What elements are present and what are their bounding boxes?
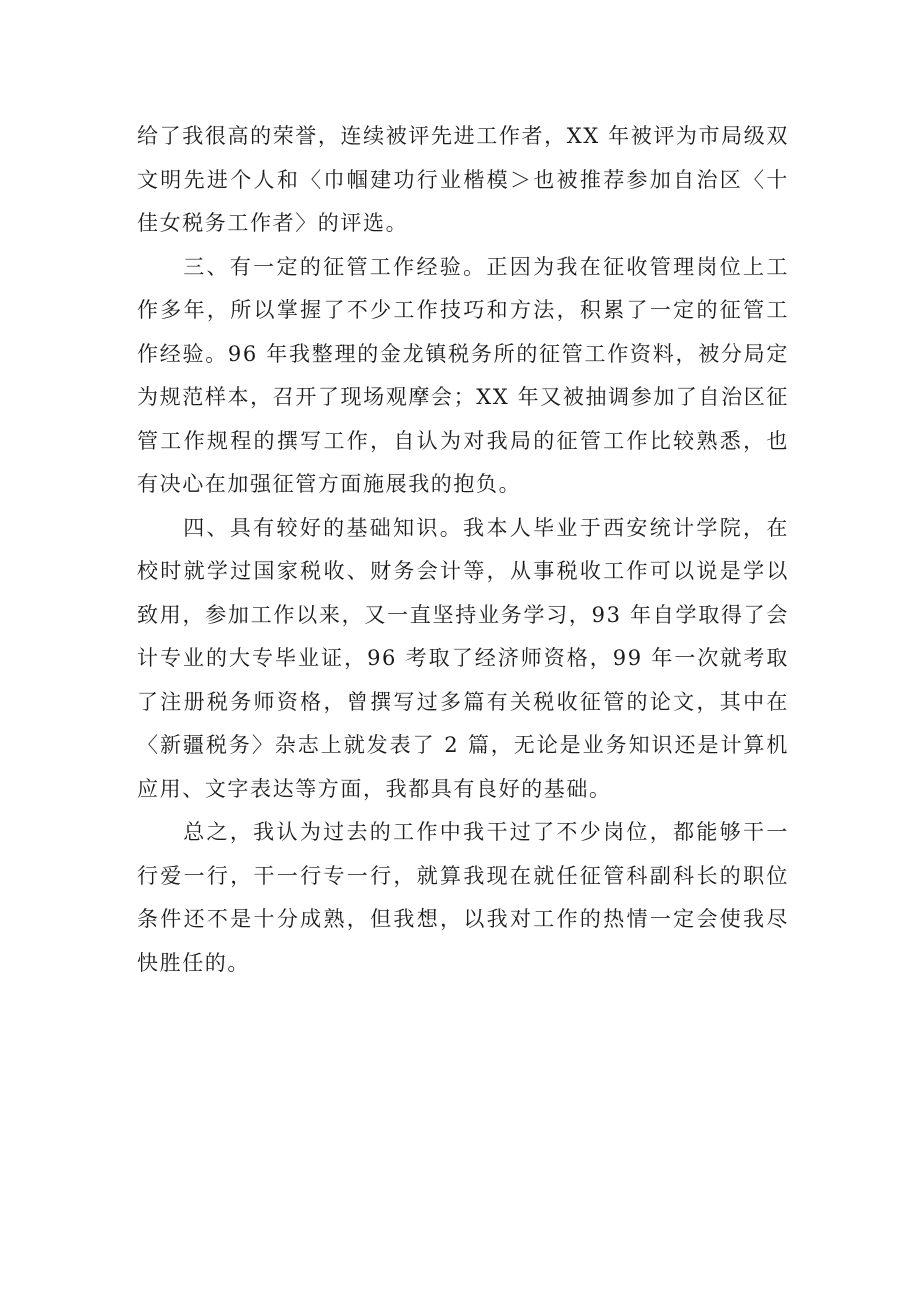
paragraph-continuation: 给了我很高的荣誉，连续被评先进工作者，XX 年被评为市局级双文明先进个人和〈巾帼建功行业楷模＞也被推荐参加自治区〈十佳女税务工作者〉的评选。 bbox=[137, 124, 789, 235]
paragraph-knowledge: 四、具有较好的基础知识。我本人毕业于西安统计学院，在校时就学过国家税收、财务会计等，从事税收工作可以说是学以致用，参加工作以来，又一直坚持业务学习，93 年自学取得了会计专业的大专毕业证，96 考取了经济师资格，99 年一次就考取了注册税务师资格，曾撰写过多篇有关税收征管的论文，其中在〈新疆税务〉杂志上就发表了 2 篇，无论是业务知识还是计算机应用、文字表达等方面，我都具有良好的基础。 bbox=[137, 515, 789, 801]
paragraph-conclusion: 总之，我认为过去的工作中我干过了不少岗位，都能够干一行爱一行，干一行专一行，就算我现在就任征管科副科长的职位条件还不是十分成熟，但我想，以我对工作的热情一定会使我尽快胜任的。 bbox=[137, 820, 789, 975]
document-body bbox=[137, 115, 789, 985]
paragraph-experience: 三、有一定的征管工作经验。正因为我在征收管理岗位上工作多年，所以掌握了不少工作技巧和方法，积累了一定的征管工作经验。96 年我整理的金龙镇税务所的征管工作资料，被分局定为规范样本，召开了现场观摩会；XX 年又被抽调参加了自治区征管工作规程的撰写工作，自认为对我局的征管工作比较熟悉，也有决心在加强征管方面施展我的抱负。 bbox=[137, 254, 789, 496]
